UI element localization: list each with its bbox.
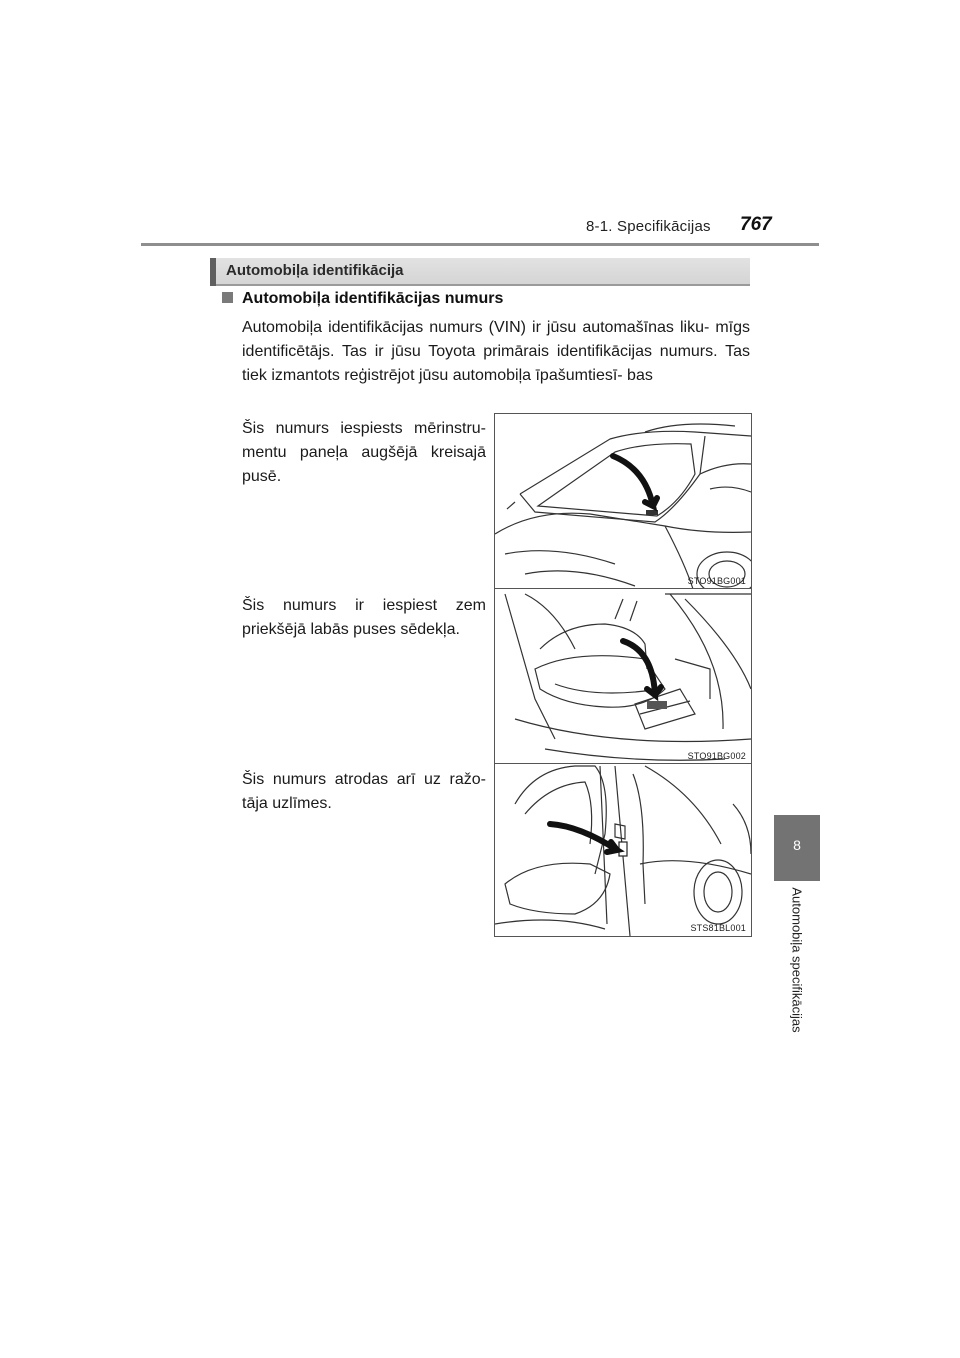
header-section-title: 8-1. Specifikācijas xyxy=(586,218,711,235)
figure-1-code: STO91BG001 xyxy=(687,576,746,586)
figure-3-caption: Šis numurs atrodas arī uz ražo- tāja uzlīmes. xyxy=(242,771,486,812)
section-heading-bar xyxy=(210,258,750,286)
chapter-tab xyxy=(774,815,820,881)
intro-paragraph: Automobiļa identifikācijas numurs (VIN) ir jūsu automašīnas liku- mīgs identificētājs. Tas ir jūsu Toyota primārais identifikācijas numurs. Tas tiek izmantots reģistrējot jūsu automobiļa īpašumtiesī- bas xyxy=(242,319,750,384)
header-divider xyxy=(141,243,819,246)
page-number: 767 xyxy=(740,214,772,235)
figure-2-caption: Šis numurs ir iespiest zem priekšējā labās puses sēdekļa. xyxy=(242,597,486,638)
chapter-number: 8 xyxy=(793,837,801,853)
chapter-label-vertical: Automobiļa specifikācijas xyxy=(789,887,805,1033)
figure-2 xyxy=(494,588,752,765)
windshield-vin-illustration-icon xyxy=(495,414,751,589)
figure-3 xyxy=(494,763,752,937)
subsection-title: Automobiļa identifikācijas numurs xyxy=(242,290,504,307)
section-accent xyxy=(210,258,216,286)
subsection-heading xyxy=(222,290,503,308)
figure-2-code: STO91BG002 xyxy=(687,751,746,761)
figure-1 xyxy=(494,413,752,590)
door-pillar-label-illustration-icon xyxy=(495,764,751,936)
figure-1-caption: Šis numurs iespiests mērinstru- mentu paneļa augšējā kreisajā pusē. xyxy=(242,420,486,485)
square-bullet-icon xyxy=(222,292,233,303)
figure-3-code: STS81BL001 xyxy=(690,923,746,933)
seat-floor-vin-illustration-icon xyxy=(495,589,751,764)
section-title: Automobiļa identifikācija xyxy=(226,262,404,279)
